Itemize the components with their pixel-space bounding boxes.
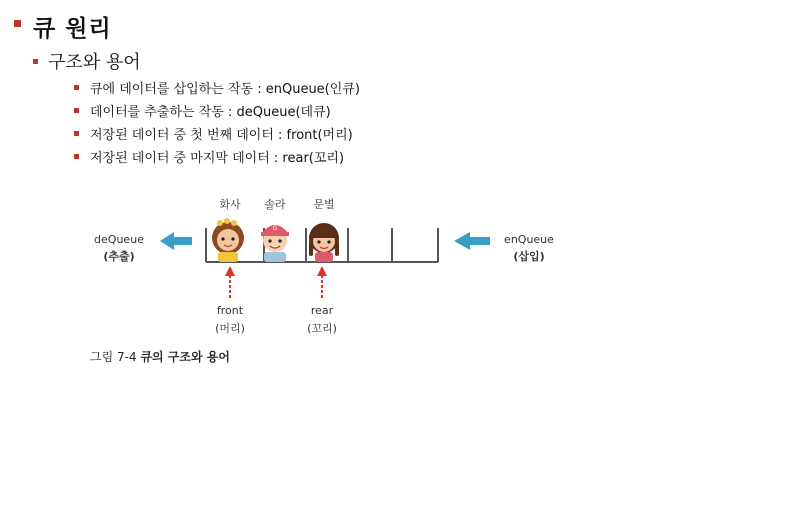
dequeue-sublabel: (추출) [103, 250, 135, 263]
person-hwasa-icon [212, 218, 244, 262]
enqueue-arrow [454, 232, 490, 250]
enqueue-label: enQueue [504, 233, 554, 246]
caption-text: 큐의 구조와 용어 [140, 350, 230, 364]
list-item-front: 저장된 데이터 중 첫 번째 데이터 : front(머리) [90, 128, 353, 143]
list-item-enqueue: 큐에 데이터를 삽입하는 작동 : enQueue(인큐) [90, 82, 360, 97]
queue-figure [80, 188, 560, 368]
person-label-solar: 솔라 [264, 198, 286, 211]
item-bullet [74, 85, 79, 90]
svg-text:G: G [272, 225, 278, 232]
rear-arrow [317, 266, 327, 298]
item-bullet [74, 154, 79, 159]
item-bullet [74, 131, 79, 136]
figure-caption [90, 348, 230, 365]
slide-title: 큐 원리 [33, 16, 112, 42]
person-label-hwasa: 화사 [219, 198, 241, 211]
list-item-dequeue: 데이터를 추출하는 작동 : deQueue(데큐) [90, 105, 331, 120]
dequeue-label: deQueue [94, 233, 144, 246]
enqueue-sublabel: (삽입) [513, 250, 545, 263]
list-item-rear: 저장된 데이터 중 마지막 데이터 : rear(꼬리) [90, 151, 345, 166]
person-label-moonbyul: 문별 [313, 198, 335, 211]
subtitle-bullet [33, 59, 38, 64]
caption-prefix: 그림 7-4 [90, 350, 137, 364]
front-arrow [225, 266, 235, 298]
rear-sublabel: (꼬리) [307, 322, 337, 335]
dequeue-arrow [160, 232, 192, 250]
rear-label: rear [310, 304, 334, 317]
front-sublabel: (머리) [215, 322, 245, 335]
person-moonbyul-icon [309, 223, 339, 262]
title-bullet [14, 20, 21, 27]
person-solar-icon [261, 225, 289, 262]
slide-subtitle: 구조와 용어 [48, 52, 141, 73]
item-bullet [74, 108, 79, 113]
front-label: front [216, 304, 244, 317]
